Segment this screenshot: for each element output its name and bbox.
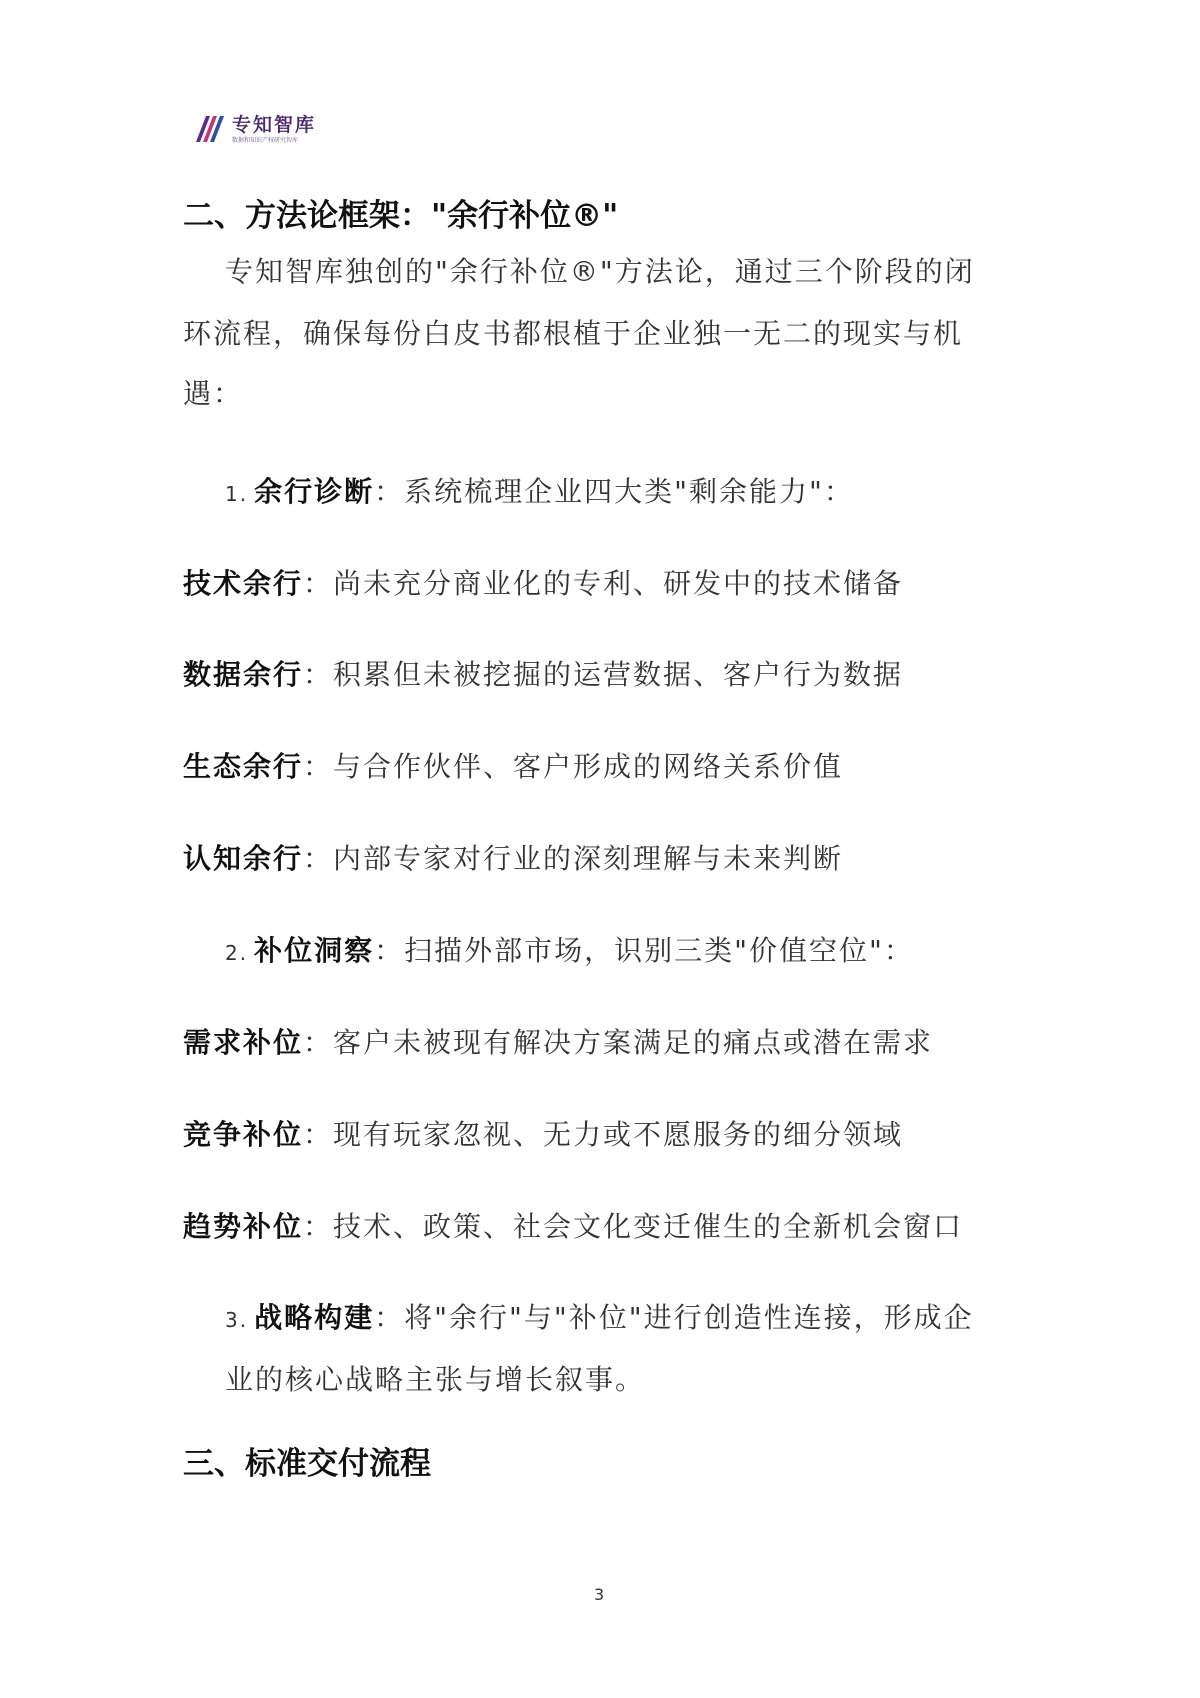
intro-line: 遇： xyxy=(183,377,244,410)
surplus-item xyxy=(183,745,843,785)
step-number: 2. xyxy=(225,941,249,965)
item-text: ：现有玩家忽视、无力或不愿服务的细分领域 xyxy=(303,1118,904,1151)
step-item xyxy=(225,929,914,969)
item-text: ：内部专家对行业的深刻理解与未来判断 xyxy=(303,842,844,875)
item-label: 数据余行 xyxy=(183,658,304,691)
gap-item xyxy=(183,1205,963,1245)
item-text: ：客户未被现有解决方案满足的痛点或潜在需求 xyxy=(303,1026,934,1059)
intro-line: 环流程，确保每份白皮书都根植于企业独一无二的现实与机 xyxy=(183,317,964,350)
surplus-item xyxy=(183,562,903,602)
step-text: ：扫描外部市场，识别三类"价值空位"： xyxy=(374,934,914,967)
item-label: 技术余行 xyxy=(183,567,304,600)
page-number: 3 xyxy=(594,1585,605,1604)
step-number: 3. xyxy=(225,1308,249,1332)
surplus-item xyxy=(183,837,843,877)
item-text: ：与合作伙伴、客户形成的网络关系价值 xyxy=(303,750,844,783)
item-label: 竞争补位 xyxy=(183,1118,304,1151)
item-text: ：技术、政策、社会文化变迁催生的全新机会窗口 xyxy=(303,1210,964,1243)
step-title: 战略构建 xyxy=(254,1301,375,1334)
item-label: 需求补位 xyxy=(183,1026,304,1059)
step-item xyxy=(225,470,854,510)
item-label: 趋势补位 xyxy=(183,1210,304,1243)
logo xyxy=(192,112,316,146)
item-label: 生态余行 xyxy=(183,750,304,783)
step-text-continued: 业的核心战略主张与增长叙事。 xyxy=(225,1363,646,1396)
item-text: ：尚未充分商业化的专利、研发中的技术储备 xyxy=(303,567,904,600)
step-number: 1. xyxy=(225,482,249,506)
item-text: ：积累但未被挖掘的运营数据、客户行为数据 xyxy=(303,658,904,691)
gap-item xyxy=(183,1021,933,1061)
step-text: ：将"余行"与"补位"进行创造性连接，形成企 xyxy=(374,1301,974,1334)
logo-name: 专知智库 xyxy=(232,113,317,136)
logo-subtitle: 数据和知识产权研究智库 xyxy=(232,136,299,144)
intro-line: 专知智库独创的"余行补位®"方法论，通过三个阶段的闭 xyxy=(225,255,975,288)
logo-mark-icon xyxy=(192,112,226,146)
gap-item xyxy=(183,1113,903,1153)
step-title: 补位洞察 xyxy=(254,934,375,967)
surplus-item xyxy=(183,653,903,693)
step-title: 余行诊断 xyxy=(254,475,375,508)
section-heading: 三、标准交付流程 xyxy=(183,1446,431,1482)
section-heading: 二、方法论框架："余行补位®" xyxy=(183,198,619,234)
step-item xyxy=(225,1296,974,1336)
step-text: ：系统梳理企业四大类"剩余能力"： xyxy=(374,475,854,508)
item-label: 认知余行 xyxy=(183,842,304,875)
